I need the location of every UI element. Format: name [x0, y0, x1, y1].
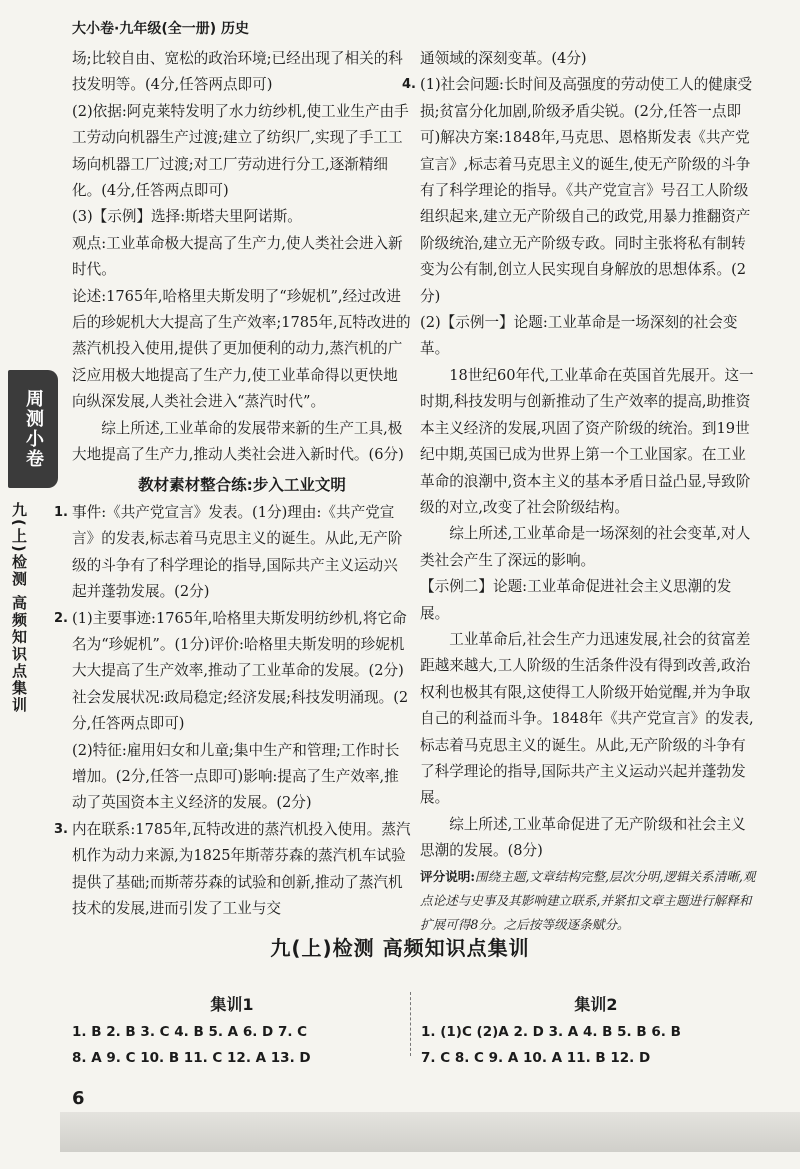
question-2: [54, 606, 412, 817]
section-title: 教材素材整合练:步入工业文明: [138, 475, 346, 494]
question-number: 1.: [54, 504, 68, 520]
paragraph: 论述:1765年,哈格里夫斯发明了“珍妮机”,经过改进后的珍妮机大大提高了生产效率;1785年,瓦特改进的蒸汽机投入使用,提供了更加便利的动力,蒸汽机的广泛应用极大地提高了生产力,使工业革命得以更快地向纵深发展,人类社会进入“蒸汽时代”。: [72, 287, 411, 411]
question-4: [402, 72, 756, 310]
sidebar-label: 九(上)检测 高频知识点集训: [10, 502, 28, 714]
answer-text: (1)社会问题:长时间及高强度的劳动使工人的健康受损;贫富分化加剧,阶级矛盾尖锐。(2分,任答一点即可)解决方案:1848年,马克思、恩格斯发表《共产党宣言》,标志着马克思主义的诞生,使无产阶级的斗争有了科学理论的指导。《共产党宣言》号召工人阶级组织起来,建立无产阶级自己的政党,用暴力推翻资产阶级统治,建立无产阶级专政。同时主张将私有制转变为公有制,创立人民实现自身解放的思想体系。(2分): [420, 76, 753, 305]
question-number: 3.: [54, 821, 68, 837]
page-number: 6: [72, 1088, 85, 1109]
paragraph: 综上所述,工业革命促进了无产阶级和社会主义思潮的发展。(8分): [420, 815, 746, 860]
paragraph: 工业革命后,社会生产力迅速发展,社会的贫富差距越来越大,工人阶级的生活条件没有得到改善,政治权利也极其有限,这使得工人阶级开始觉醒,并为争取自己的利益而斗争。1848年《共产党宣言》的发表,标志着马克思主义的诞生。从此,无产阶级的斗争有了科学理论的指导,国际共产主义运动兴起并蓬勃发展。: [420, 630, 754, 807]
paragraph: 场;比较自由、宽松的政治环境;已经出现了相关的科技发明等。(4分,任答两点即可): [72, 50, 403, 94]
answer-text: 内在联系:1785年,瓦特改进的蒸汽机投入使用。蒸汽机作为动力来源,为1825年斯蒂芬森的蒸汽机车试验提供了基础;而斯蒂芬森的试验和创新,推动了蒸汽机技术的发展,进而引发了工业与交: [72, 820, 411, 917]
answer-set-2: [410, 992, 771, 1066]
left-column: [54, 46, 412, 922]
page-edge-shadow: [60, 1112, 800, 1152]
sidebar-tab: 周测小卷: [8, 370, 58, 488]
section-heading: 九(上)检测 高频知识点集训: [270, 936, 530, 960]
sidebar: [8, 370, 60, 1002]
paragraph: 综上所述,工业革命的发展带来新的生产工具,极大地提高了生产力,推动人类社会进入新时代。(6分): [72, 419, 404, 464]
right-column: [402, 46, 756, 937]
paragraph: 【示例二】论题:工业革命促进社会主义思潮的发展。: [420, 578, 732, 622]
paragraph: (3)【示例】选择:斯塔夫里阿诺斯。: [72, 208, 302, 226]
question-1: [54, 500, 412, 606]
answer-line: 1. B 2. B 3. C 4. B 5. A 6. D 7. C: [72, 1024, 308, 1040]
paragraph: 观点:工业革命极大提高了生产力,使人类社会进入新时代。: [72, 234, 403, 279]
paragraph: (2)【示例一】论题:工业革命是一场深刻的社会变革。: [420, 314, 738, 358]
answer-set-1: [72, 992, 392, 1071]
paragraph: 18世纪60年代,工业革命在英国首先展开。这一时期,科技发明与创新推动了生产效率的提高,助推资本主义经济的发展,巩固了资产阶级的统治。到19世纪中期,英国已成为世界上第一个工业国家。在工业革命的浪潮中,资本主义的基本矛盾日益凸显,导致阶级的对立,改变了社会阶级结构。: [420, 366, 754, 516]
paragraph: (2)依据:阿克莱特发明了水力纺纱机,使工业生产由手工劳动向机器生产过渡;建立了纺织厂,实现了手工工场向机器工厂过渡;对工厂劳动进行分工,逐渐精细化。(4分,任答两点即可): [72, 102, 409, 200]
answer-text: (1)主要事迹:1765年,哈格里夫斯发明纺纱机,将它命名为“珍妮机”。(1分)评价:哈格里夫斯发明的珍妮机大大提高了生产效率,推动了工业革命的发展。(2分)社会发展状况:政局稳定;经济发展;科技发明涌现。(2分,任答两点即可): [72, 609, 409, 733]
question-number: 2.: [54, 610, 68, 626]
paragraph: 综上所述,工业革命是一场深刻的社会变革,对人类社会产生了深远的影响。: [420, 525, 751, 569]
answer-set-title: 集训2: [574, 995, 618, 1014]
running-header: 大小卷·九年级(全一册) 历史: [72, 21, 249, 37]
question-3: [54, 817, 412, 923]
answer-text: (2)特征:雇用妇女和儿童;集中生产和管理;工作时长增加。(2分,任答一点即可)影响:提高了生产效率,推动了英国资本主义经济的发展。(2分): [72, 741, 400, 812]
question-number: 4.: [402, 77, 416, 93]
answer-set-title: 集训1: [210, 995, 254, 1014]
answer-text: 事件:《共产党宣言》发表。(1分)理由:《共产党宣言》的发表,标志着马克思主义的诞生。从此,无产阶级的斗争有了科学理论的指导,国际共产主义运动兴起并蓬勃发展。(2分): [72, 503, 403, 601]
answer-line: 1. (1)C (2)A 2. D 3. A 4. B 5. B 6. B: [421, 1024, 681, 1040]
paragraph: 通领域的深刻变革。(4分): [420, 50, 587, 67]
answer-line: 7. C 8. C 9. A 10. A 11. B 12. D: [421, 1050, 651, 1066]
scoring-note-text: 围绕主题,文章结构完整,层次分明,逻辑关系清晰,观点论述与史事及其影响建立联系,并紧扣文章主题进行解释和扩展可得8分。之后按等级逐条赋分。: [420, 868, 756, 932]
scoring-note-label: 评分说明:: [420, 868, 476, 884]
scoring-note: [420, 865, 756, 937]
answer-line: 8. A 9. C 10. B 11. C 12. A 13. D: [72, 1050, 311, 1066]
